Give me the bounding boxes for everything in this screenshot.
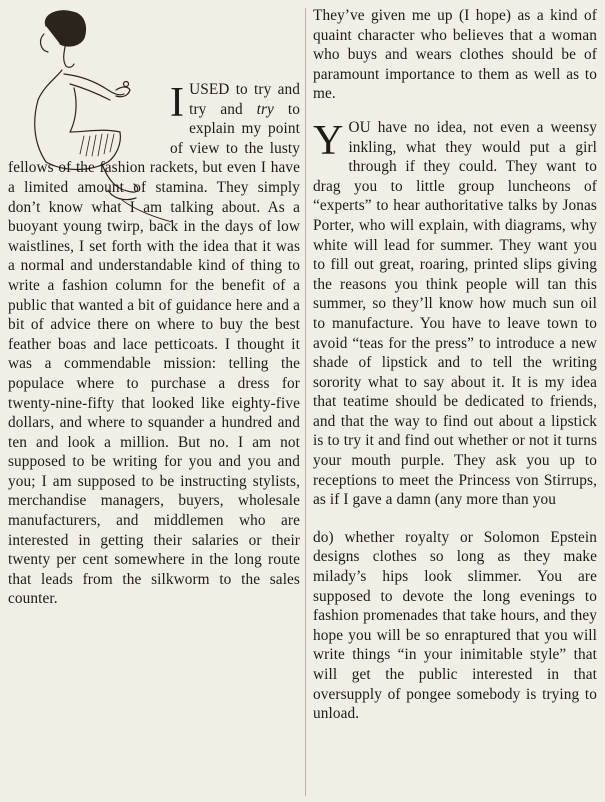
drop-cap-i: I	[170, 80, 185, 126]
right-column	[313, 6, 597, 724]
drop-cap-y: Y	[313, 117, 344, 164]
left-column	[8, 80, 300, 609]
article-paragraph-3: YOU have no idea, not even a weensy inkling, what they would put a girl through if they could. They want to drag you to little group luncheons of “experts” to hear authoritative talks by Jonas Porter, who will explain, with diagrams, why white will lead for summer. They want you to fill out great, roaring, printed slips giving the reasons you think people will tan this summer, so they’ll know how much sun oil to manufacture. You have to leave town to avoid “teas for the press” to introduce a new shade of lipstick and to tell the writing sorority what to say about it. It is my idea that teatime should be dedicated to friends, and that the way to find out about a lipstick is to try it and find out whether or not it turns your mouth purple. They ask you up to receptions to meet the Princess von Stirrups, as if I gave a damn (any more than you	[313, 117, 597, 509]
article-paragraph-4: do) whether royalty or Solomon Epstein designs clothes so long as they make milady’s hips look slimmer. You are supposed to devote the long evenings to fashion promenades that take hours, and they hope you will be so enraptured that you will write things “in your inimitable style” that will get the public interested in that oversupply of pongee somebody is trying to unload.	[313, 528, 597, 723]
column-divider	[305, 8, 306, 796]
article-paragraph-2: They’ve given me up (I hope) as a kind of quaint character who believes that a woman who buys and wears clothes should be of paramount importance to them as well as to me.	[313, 7, 597, 103]
article-paragraph-1: IUSED to try and try and try to explain my point of view to the lusty fellows of the fashion rackets, but even I have a limited amount of stamina. They simply don’t know what I am talking about. As a buoyant young twirp, back in the days of low waistlines, I set forth with the idea that it was a normal and understandable kind of thing to write a fashion column for the benefit of a public that wanted a bit of guidance here and a bit of advice there on where to buy the best feather boas and lace petticoats. I thought it was a commendable mission: telling the populace where to purchase a dress for twenty-nine-fifty that looked like eighty-five dollars, and where to squander a hundred and ten and look a million. But no. I am not supposed to be writing for you and you and you; I am supposed to be instructing stylists, merchandise managers, buyers, wholesale manufacturers, and middlemen who are interested in getting their salaries or their twenty per cent somewhere in the long route that leads from the silkworm to the sales counter.	[8, 80, 300, 608]
